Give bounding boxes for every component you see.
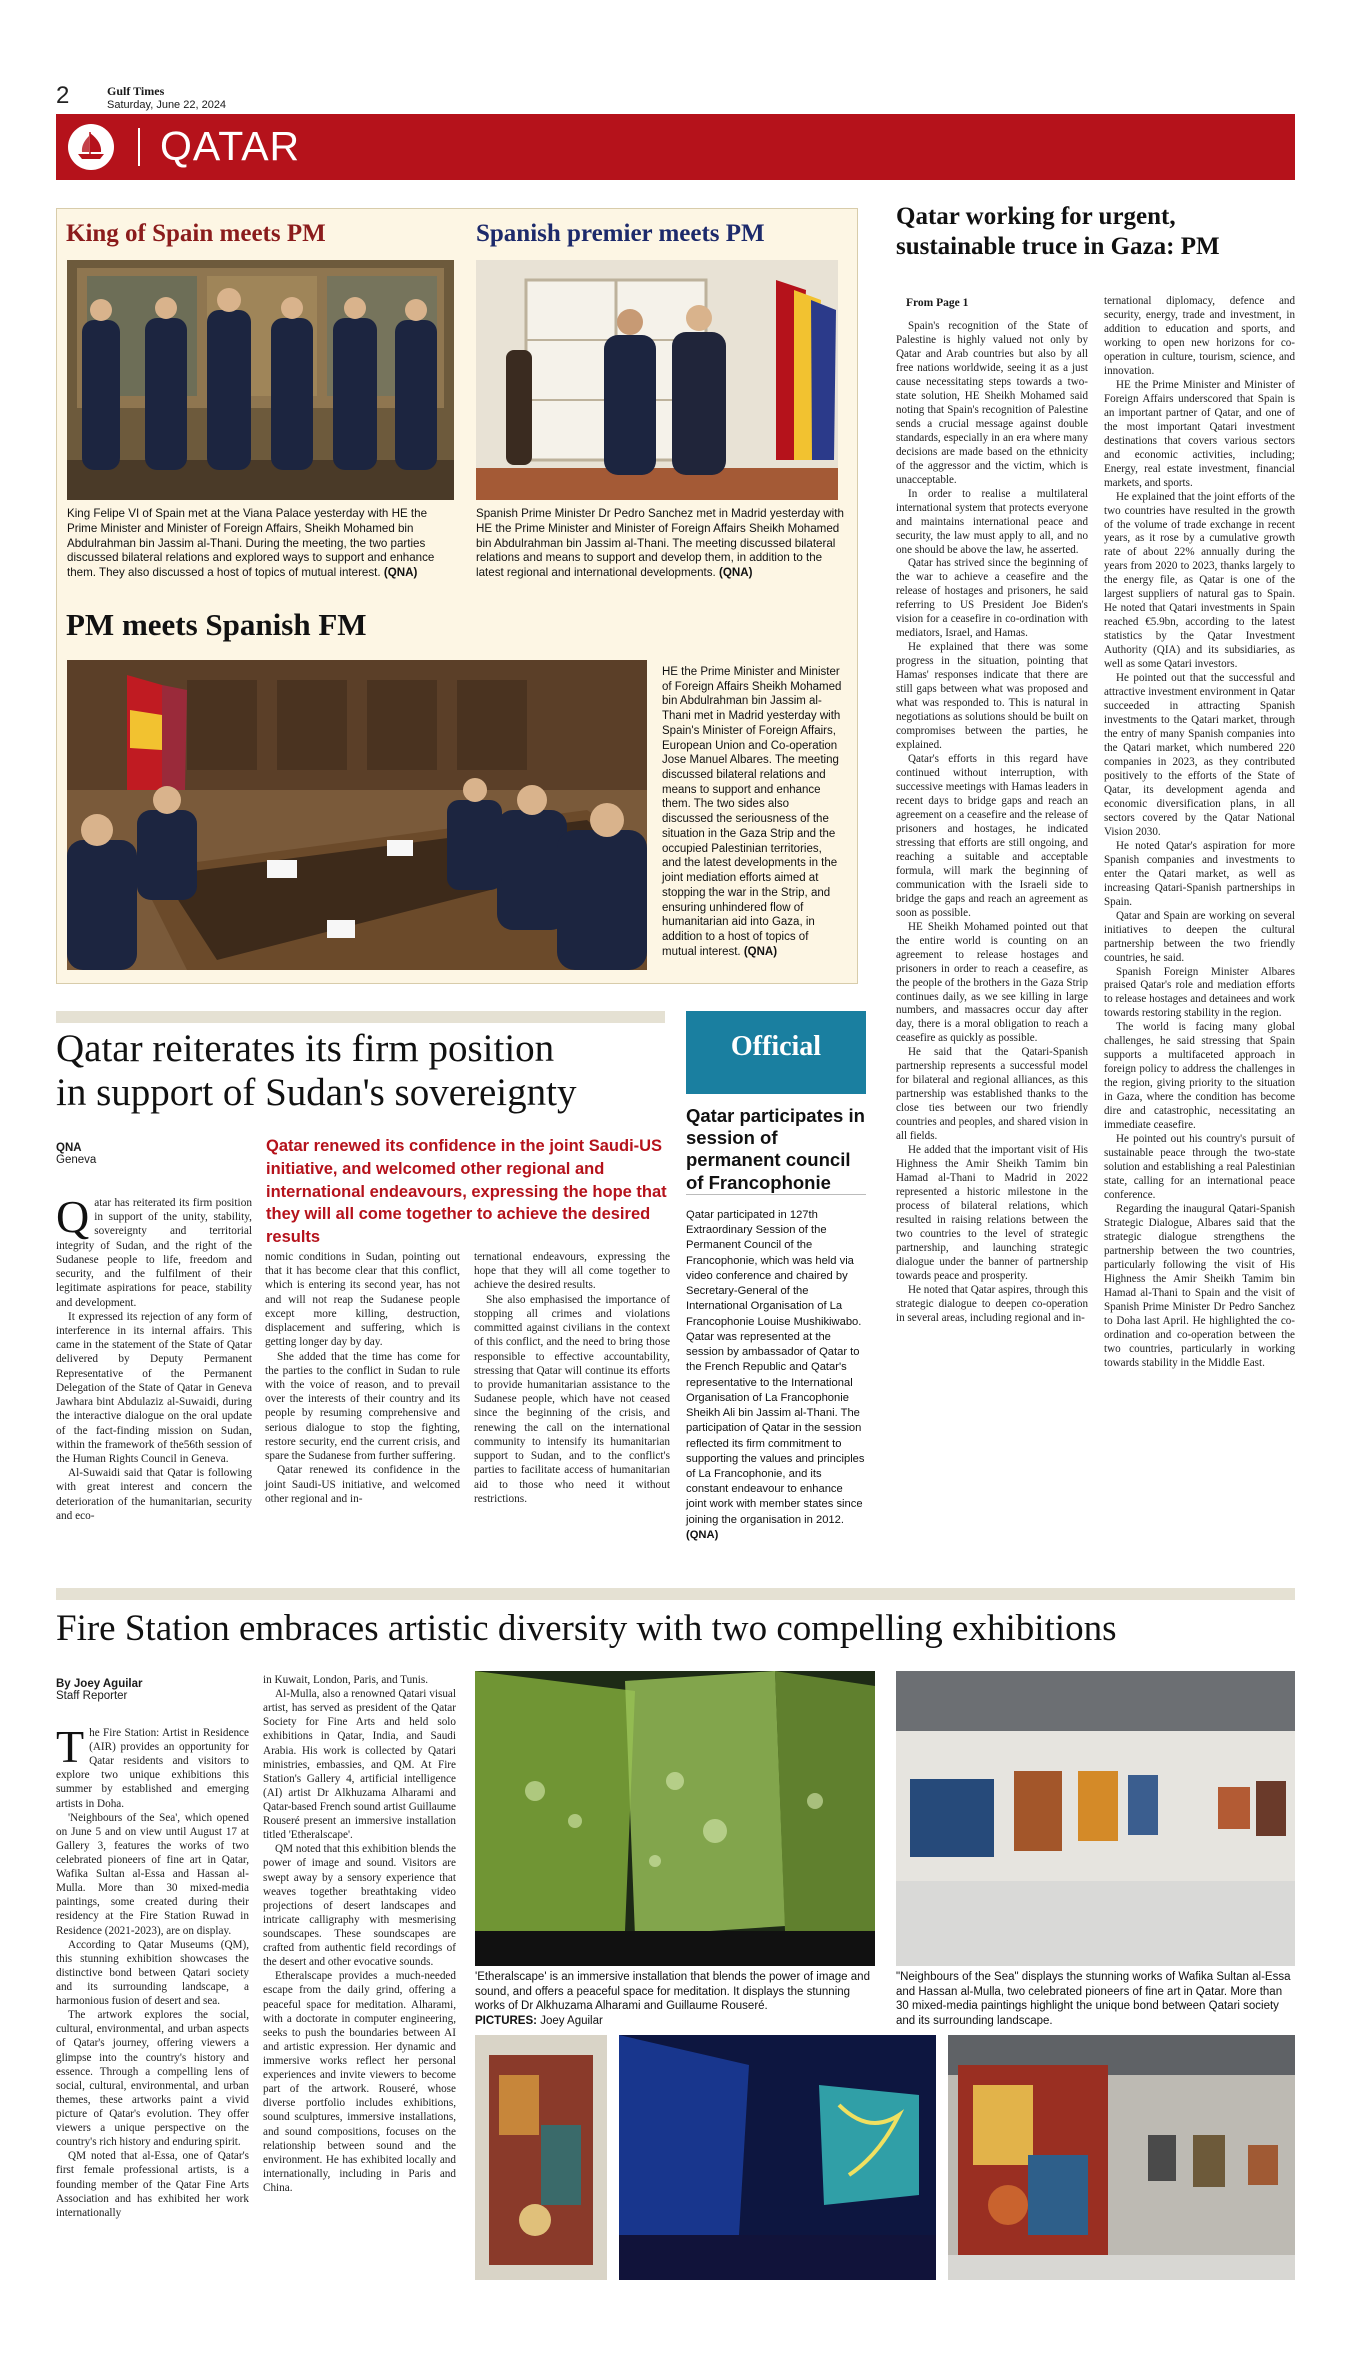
official-body xyxy=(686,1208,866,1543)
sudan-byline xyxy=(56,1142,96,1166)
sudan-byline-place: Geneva xyxy=(56,1154,97,1166)
official-credit: (QNA) xyxy=(686,1528,719,1541)
fire-col1-p: 'Neighbours of the Sea', which opened on June 5 and on view until August 17 at Gallery 3, features the works of two celebrated pioneers of fine art in Qatar, Wafika Sultan al-Essa and Hassan al-Mulla. More than 30 mixed-media paintings, some created during their residency at the Fire Station Ruwad in Residence (2021-2023), are on display. xyxy=(56,1811,249,1937)
fire-col2-p: QM noted that this exhibition blends the power of image and sound. Visitors are swept away by a sensory experience that weaves together breathtaking video projections of desert landscapes and intricate calligraphy with mesmerising soundscapes. These soundscapes are crafted from authentic field recordings of the desert and other evocative sounds. xyxy=(263,1843,456,1969)
official-label-box xyxy=(686,1011,866,1094)
etheralscape-photo xyxy=(475,1671,875,1966)
fire-col1-first xyxy=(56,1721,249,1811)
sudan-col2 xyxy=(265,1250,460,1506)
fire-caption2: "Neighbours of the Sea" displays the stunning works of Wafika Sultan al-Essa and Hassan al-Mulla, two celebrated pioneers of fine art in Qatar. More than 30 mixed-media paintings highlight the unique bond between Qatari society and its surrounding landscape. xyxy=(896,1971,1291,2028)
banner-divider xyxy=(138,128,140,166)
dhow-boat-icon xyxy=(68,124,114,170)
gaza-col1-p: HE Sheikh Mohamed pointed out that the entire world is counting on an agreement to release hostages and prisoners in order to reach a ceasefire, as the people of the brothers in the Gaza Strip continues daily, as we see killing in large numbers, and massacres occur day after day, there is a moral obligation to reach a ceasefire as quickly as possible. xyxy=(896,920,1088,1045)
premier-caption-credit: (QNA) xyxy=(719,566,753,580)
gaza-col1-p: He explained that there was some progress in the situation, pointing that Hamas' responses indicate that there are still gaps between what was proposed and what was responded to. This is natural in negotiations as solutions should be built on compromises between the parties, he explained. xyxy=(896,641,1088,752)
gaza-col2-p: Qatar and Spain are working on several initiatives to deepen the cultural partnership between the two friendly countries, he said. xyxy=(1104,909,1295,964)
fire-col2-p: in Kuwait, London, Paris, and Tunis. xyxy=(263,1674,429,1686)
king-headline: King of Spain meets PM xyxy=(66,220,326,247)
gaza-headline: Qatar working for urgent, sustainable truce in Gaza: PM xyxy=(896,203,1220,260)
sudan-col1-p: It expressed its rejection of any form of interference in its internal affairs. This came in the statement of the State of Qatar delivered by Deputy Permanent Representative of the Permanent Delegation of the State of Qatar in Geneva Jawhara bint Abdulaziz al-Suwaidi, during the interactive dialogue on the oral update of the fact-finding mission on Sudan, within the framework of the56th session of the Human Rights Council in Geneva. xyxy=(56,1310,252,1465)
fire-byline-name: By Joey Aguilar xyxy=(56,1678,143,1690)
gaza-col2-p: He pointed out his country's pursuit of sustainable peace through the two-state solution and establishing a real Palestinian state, calling for an international peace conference. xyxy=(1104,1133,1295,1201)
section-banner xyxy=(56,114,1295,180)
fire-col1-p: QM noted that al-Essa, one of Qatar's first female professional artists, is a founding member of the Qatar Fine Arts Association and has exhibited her work internationally xyxy=(56,2150,249,2219)
fire-headline: Fire Station embraces artistic diversity with two compelling exhibitions xyxy=(56,1608,1117,1649)
gaza-col2-p: He noted Qatar's aspiration for more Spanish companies and investments to enter the Qatari market, as well as increasing Qatari-Spanish partnerships in Spain. xyxy=(1104,839,1295,908)
fire-byline-role: Staff Reporter xyxy=(56,1690,128,1702)
section-title: QATAR xyxy=(160,123,301,169)
sudan-pullquote: Qatar renewed its confidence in the joint Saudi-US initiative, and welcomed other regional and international endeavours, expressing the hope that they will all come together to achieve the desired results xyxy=(266,1137,667,1247)
premier-caption xyxy=(476,507,846,581)
fm-headline: PM meets Spanish FM xyxy=(66,607,367,642)
sudan-headline-line2: in support of Sudan's sovereignty xyxy=(56,1071,577,1115)
paper-name: Gulf Times xyxy=(107,84,165,98)
gaza-col2-p: Spanish Foreign Minister Albares praised Qatar's role and mediation efforts to release hostages and detainees and work towards restoring stability in the region. xyxy=(1104,965,1295,1020)
fire-col1-first-text: he Fire Station: Artist in Residence (AIR) provides an opportunity for Qatar residents and visitors to explore two unique exhibitions this summer by established and emerging artists in Doha. xyxy=(56,1727,249,1810)
fire-col2 xyxy=(263,1673,456,2195)
fire-col2-p: Al-Mulla, also a renowned Qatari visual artist, has served as president of the Qatar Society for Fine Arts and held solo exhibitions in Qatar, India, and Saudi Arabia. His work is collected by Qatari ministries, embassies, and QM. At Fire Station's Gallery 4, artificial intelligence (AI) artist Dr Alkhuzama Alharami and Qatar-based French sound artist Guillaume Rouseré present an immersive installation titled 'Etheralscape'. xyxy=(263,1688,456,1842)
king-caption-credit: (QNA) xyxy=(383,566,418,580)
fire-col2-p: Etheralscape provides a much-needed escape from the daily grind, offering a peaceful space for meditation. Alharami, with a doctorate in computer engineering, seeks to push the boundaries between AI and artistic expression. Her dynamic and immersive works reflect her personal experiences and invite viewers to become part of the artwork. Rouseré, whose diverse portfolio includes exhibitions, sound sculptures, immersive installations, and sound compositions, focuses on the relationship between sound and the environment. He has exhibited locally and internationally, including in Paris and China. xyxy=(263,1970,456,2194)
page-number: 2 xyxy=(56,82,70,109)
gaza-col1-p: Qatar's efforts in this regard have continued without interruption, with successive meetings with Hamas leaders in recent days to bridge gaps and reach an agreement on a ceasefire and the release of prisoners and hostages, he indicated stressing that efforts are still ongoing, and reaching a suitable and acceptable formula, will mark the beginning of communication with the Israeli side to bridge the gaps and reach an agreement as soon as possible. xyxy=(896,753,1088,919)
king-caption xyxy=(67,507,454,581)
gaza-col1-p: In order to realise a multilateral international system that protects everyone and maintains international peace and security, the law must apply to all, and no one should be above the law, he asserted. xyxy=(896,487,1088,556)
issue-date: Saturday, June 22, 2024 xyxy=(107,99,227,111)
neighbours-gallery-photo xyxy=(896,1671,1295,1966)
fire-pictures-credit: Joey Aguilar xyxy=(540,2015,603,2028)
fire-col1-p: According to Qatar Museums (QM), this stunning exhibition showcases the distinctive bond between Qatari society and its surrounding landscape, a harmonious fusion of desert and sea. xyxy=(56,1938,249,2008)
sudan-col3-p: ternational endeavours, expressing the hope that they will all come together to achieve the desired results. xyxy=(474,1251,670,1292)
fire-col1 xyxy=(56,1721,249,2220)
pm-meets-fm-photo xyxy=(67,660,647,970)
sudan-col1-p: Al-Suwaidi said that Qatar is following with great interest and concern the deterioration of the humanitarian, security and eco- xyxy=(56,1467,252,1522)
gaza-col2-p: ternational diplomacy, defence and security, energy, trade and investment, in addition to education and sports, and working to open new horizons for co-operation in culture, tourism, science, and innovation. xyxy=(1104,295,1295,377)
king-caption-text: King Felipe VI of Spain met at the Viana Palace yesterday with HE the Prime Minister and Minister of Foreign Affairs, Sheikh Mohamed bin Abdulrahman bin Jassim al-Thani. During the meeting, the two parties discussed bilateral relations and explored ways to support and enhance them. They also discussed a host of topics of mutual interest. xyxy=(67,507,435,580)
gaza-col1-p: He noted that Qatar aspires, through this strategic dialogue to deepen co-operation in several areas, including regional and in- xyxy=(896,1283,1088,1324)
gaza-col2-p: HE the Prime Minister and Minister of Foreign Affairs underscored that Spain is an important partner of Qatar, and one of the most important Qatari investment destinations that covers various sectors and economic activities, including; Energy, real estate investment, financial markets, and sports. xyxy=(1104,378,1295,489)
sudan-col1-first xyxy=(56,1191,252,1310)
fire-caption1-text: 'Etheralscape' is an immersive installation that blends the power of image and sound, and offers a peaceful space for meditation. It displays the stunning works of Dr Alkhuzama Alharami and Guillaume Rouseré. xyxy=(475,1971,870,2013)
premier-meets-pm-photo xyxy=(476,260,838,500)
sudan-col1-first-text: atar has reiterated its firm position in support of the unity, stability, sovereignty and territorial integrity of Sudan, and the right of the Sudanese people to life, freedom and security, and the fulfilment of their legitimate aspirations for peace, stability and development. xyxy=(56,1197,252,1309)
official-label: Official xyxy=(730,1031,822,1062)
gaza-col2-p: He pointed out that the successful and attractive investment environment in Qatar succeeded in attracting Spanish investments to the Qatari market, through the entry of many Spanish companies into the Qatari market, which numbered 220 companies in 2023, as they contributed positively to the efforts of the State of Qatar, its development agenda and economic diversification plans, in all sectors covered by the Qatar National Vision 2030. xyxy=(1104,672,1295,838)
fire-pictures-label: PICTURES: xyxy=(475,2015,537,2028)
king-meets-pm-photo xyxy=(67,260,454,500)
premier-headline: Spanish premier meets PM xyxy=(476,220,765,247)
premier-caption-text: Spanish Prime Minister Dr Pedro Sanchez met in Madrid yesterday with HE the Prime Minister and Minister of Foreign Affairs Sheikh Mohamed bin Abdulrahman bin Jassim al-Thani. The meeting discussed bilateral relations and means to support and develop them, in addition to the latest regional and international developments. xyxy=(476,507,844,580)
official-body-text: Qatar participated in 127th Extraordinary Session of the Permanent Council of the Francophonie, which was held via video conference and chaired by Secretary-General of the International Organisation of La Francophonie Louise Mushikiwabo. Qatar was represented at the session by ambassador of Qatar to the French Republic and Qatar's representative to the International Organisation of La Francophonie Sheikh Ali bin Jassim al-Thani. The participation of Qatar in the session reflected its firm commitment to supporting the values and principles of La Francophonie, and its constant endeavour to enhance joint work with member states since joining the organisation in 2012. xyxy=(686,1209,865,1526)
mixed-media-closeup-photo xyxy=(475,2035,607,2280)
fm-caption xyxy=(662,665,842,959)
gaza-col1-p: Spain's recognition of the State of Palestine is highly valued not only by Qatar and Arab countries but also by all free nations worldwide, seeing it as a just cause necessitating steps towards a two-state solution, HE Sheikh Mohamed said noting that Spain's recognition of Palestine sends a crucial message against double standards, especially in an era where many decisions are made based on the ethnicity of the aggressor and the victim, which is unacceptable. xyxy=(896,320,1088,486)
gaza-col2-p: He explained that the joint efforts of the two countries have resulted in the growth of the volume of trade exchange in recent years, as it rose by a cumulative growth rate of about 22% annually during the years from 2020 to 2023, thanks largely to the energy file, as Qatar is one of the largest suppliers of natural gas to Spain. He noted that Qatari investments in Spain reached €5.9bn, according to the latest statistics by the Qatar Investment Authority (QIA) and its subsidiaries, as well as some Qatari investors. xyxy=(1104,490,1295,671)
sudan-top-rule xyxy=(56,1011,665,1023)
fm-caption-credit: (QNA) xyxy=(743,945,778,958)
fire-col1-p: The artwork explores the social, cultural, environmental, and urban aspects of Qatar's journey, offering viewers a glimpse into the country's history and essence. Through a compelling lens of social, cultural, environmental, and urban themes, these artworks paint a vivid picture of Qatar's evolution. They offer viewers a unique perspective on the country's rich history and enduring spirit. xyxy=(56,2009,249,2149)
fire-dropcap: T xyxy=(56,1721,85,1772)
gaza-col2 xyxy=(1104,295,1295,1371)
fm-caption-text: HE the Prime Minister and Minister of Foreign Affairs Sheikh Mohamed bin Abdulrahman bin Jassim al-Thani met in Madrid yesterday with Spain's Minister of Foreign Affairs, European Union and Co-operation Jose Manuel Albares. The meeting discussed bilateral relations and means to support and enhance them. The two sides also discussed the seriousness of the situation in the Gaza Strip and the occupied Palestinian territories, and the latest developments in the joint mediation efforts aimed at stopping the war in the Strip, and ensuring unhindered flow of humanitarian aid into Gaza, in addition to a host of topics of mutual interest. xyxy=(662,666,842,958)
gaza-col1-p: Qatar has strived since the beginning of the war to achieve a ceasefire and the release of hostages and prisoners, he said referring to US President Joe Biden's vision for a ceasefire in co-ordination with mediators, Israel, and Hamas. xyxy=(896,557,1088,640)
fire-byline xyxy=(56,1678,143,1702)
official-headline: Qatar participates in session of permanent council of Francophonie xyxy=(686,1105,865,1193)
gaza-from-page: From Page 1 xyxy=(906,297,969,309)
sudan-col3-p: She also emphasised the importance of stopping all crimes and violations committed against civilians in the context of this conflict, and the need to bring those responsible to effective accountability, stressing that Qatar will continue its efforts to provide humanitarian assistance to the Sudanese people, which have not ceased since the beginning of the crisis, and renewing the call on the international community to intensify its humanitarian support to Sudan, and to the conflict's parties to facilitate access of humanitarian aid to those who need it without restrictions. xyxy=(474,1293,670,1505)
sudan-headline xyxy=(56,1027,676,1116)
gaza-col1-p: He said that the Qatari-Spanish partnership represents a successful model for bilateral and regional alliances, as this partnership was established thanks to the close ties between our two friendly countries and peoples, and shared vision in all fields. xyxy=(896,1046,1088,1143)
sudan-dropcap: Q xyxy=(56,1191,90,1242)
fire-caption1 xyxy=(475,1970,880,2029)
sudan-byline-agency: QNA xyxy=(56,1142,82,1154)
sudan-col1 xyxy=(56,1191,252,1523)
sudan-col2-p: She added that the time has come for the parties to the conflict in Sudan to rule with the voice of reason, and to prevail over the interests of their country and its people by resuming comprehensive and serious dialogue to stop the fighting, restore security, end the current crisis, and spare the Sudanese from further suffering. xyxy=(265,1350,460,1463)
sudan-col3 xyxy=(474,1250,670,1506)
blue-projection-photo xyxy=(619,2035,936,2280)
fire-top-rule xyxy=(56,1588,1295,1600)
gaza-col1-p: He added that the important visit of His Highness the Amir Sheikh Tamim bin Hamad al-Thani to Madrid in 2022 represented a historic milestone in the process of bilateral relations, which resulted in raising relations between the two countries to the level of strategic partnership, and launching strategic dialogue under the banner of partnership towards peace and prosperity. xyxy=(896,1144,1088,1282)
sudan-headline-line1: Qatar reiterates its firm position xyxy=(56,1027,555,1070)
gaza-col2-p: Regarding the inaugural Qatari-Spanish Strategic Dialogue, Albares said that the strategic dialogue strengthens the partnership between the two countries, particularly following the visit of His Highness the Amir Sheikh Tamim bin Hamad al-Thani to Spain and the visit of Spanish Prime Minister Dr Pedro Sanchez to Doha last April. He highlighted the co-ordination and co-operation between the two countries, particularly in working towards stability in the Middle East. xyxy=(1104,1202,1295,1369)
gaza-col2-p: The world is facing many global challenges, he said stressing that Spain supports a multifaceted approach in foreign policy to address the challenges in the region, giving priority to the situation in Gaza, where the condition has become dire and catastrophic, necessitating an immediate ceasefire. xyxy=(1104,1021,1295,1132)
sudan-col2-p: nomic conditions in Sudan, pointing out that it has become clear that this conflict, which is entering its second year, has not and will not reap the Sudanese people except more killing, destruction, displacement and suffering, which is getting longer day by day. xyxy=(265,1251,460,1349)
gaza-col1 xyxy=(896,320,1088,1326)
masthead-small xyxy=(107,84,226,111)
official-rule xyxy=(686,1194,866,1195)
sudan-col2-p: Qatar renewed its confidence in the joint Saudi-US initiative, and welcomed other regional and in- xyxy=(265,1464,460,1505)
painting-wall-photo xyxy=(948,2035,1295,2280)
